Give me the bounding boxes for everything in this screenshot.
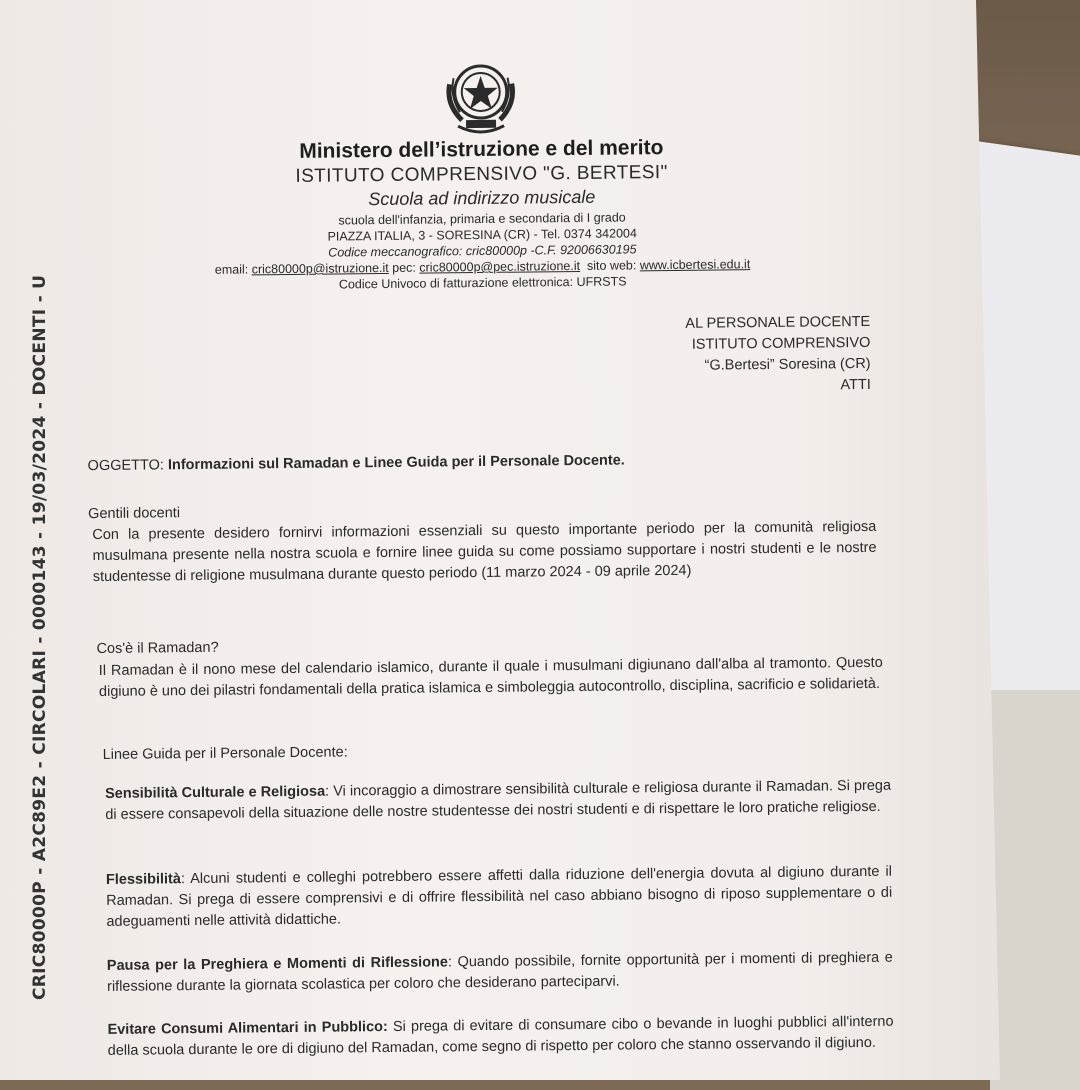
guideline-text: Alcuni studenti e colleghi potrebbero essere affetti dalla riduzione dell'energia dovuta al digiuno durante il Ramadan. Si prega di essere comprensivi e di offrire flessibilità nel caso abbiano bisogno di riposo supplementare o di adeguamenti nelle attività didattiche. bbox=[106, 863, 893, 930]
subject-line bbox=[88, 448, 888, 477]
recipient-line: ATTI bbox=[840, 376, 871, 394]
subject-label: OGGETTO: bbox=[87, 457, 164, 475]
section-title-guidelines: Linee Guida per il Personale Docente: bbox=[102, 744, 348, 763]
guideline-item: Pausa per la Preghiera e Momenti di Riflessione: Quando possibile, fornite opportunità per i momenti di preghiera e riflessione durante la giornata scolastica per coloro che desiderano parteciparvi. bbox=[106, 949, 893, 995]
guideline-text: Vi incoraggio a dimostrare sensibilità culturale e religiosa durante il Ramadan. Si prega di essere consapevoli della situazione delle nostre studentesse dei nostri studenti e di rispettare le loro pratiche religiose. bbox=[105, 777, 892, 823]
guideline-item: Flessibilità: Alcuni studenti e colleghi potrebbero essere affetti dalla riduzione dell'energia dovuta al digiuno durante il Ramadan. Si prega di essere comprensivi e di offrire flessibilità nel caso abbiano bisogno di riposo supplementare o di adeguamenti nelle attività didattiche. bbox=[105, 863, 893, 930]
website-link[interactable]: www.icbertesi.edu.it bbox=[639, 257, 751, 273]
guideline-title: Evitare Consumi Alimentari in Pubblico: bbox=[107, 1018, 388, 1038]
institute-name: ISTITUTO COMPRENSIVO "G. BERTESI" bbox=[295, 162, 668, 187]
school-subtitle: Scuola ad indirizzo musicale bbox=[368, 186, 596, 210]
greeting: Gentili docenti bbox=[88, 505, 181, 523]
email-link[interactable]: cric80000p@istruzione.it bbox=[251, 260, 389, 277]
pec-label: pec: bbox=[392, 260, 416, 275]
pec-link[interactable]: cric80000p@pec.istruzione.it bbox=[419, 258, 581, 275]
guideline-text: Si prega di evitare di consumare cibo o bevande in luoghi pubblici all'interno della scuola durante le ore di digiuno del Ramadan, come segno di rispetto per coloro che stanno osservando il digiuno. bbox=[107, 1013, 894, 1059]
subject-text: Informazioni sul Ramadan e Linee Guida per il Personale Docente. bbox=[167, 452, 625, 474]
ramadan-paragraph: Il Ramadan è il nono mese del calendario islamico, durante il quale i musulmani digiunano dall'alba al tramonto. Questo digiuno è uno dei pilastri fondamentali della pratica islamica e simboleggia autocontrollo, disciplina, sacrificio e solidarietà. bbox=[98, 654, 883, 700]
guideline-title: Pausa per la Preghiera e Momenti di Riflessione bbox=[106, 954, 449, 974]
website-label: sito web: bbox=[586, 258, 637, 273]
intro-paragraph: Con la presente desidero fornirvi informazioni essenziali su questo importante periodo per la comunità religiosa musulmana presente nella nostra scuola e fornire linee guida su come possiamo supportare i nostri studenti e le nostre studentesse di religione musulmana durante questo periodo (11 marzo 2024 - 09 aprile 2024) bbox=[92, 518, 877, 586]
italian-republic-emblem-icon bbox=[441, 54, 520, 135]
school-codes: Codice meccanografico: cric80000p -C.F. 92006630195 bbox=[328, 242, 637, 260]
ministry-name: Ministero dell’istruzione e del merito bbox=[299, 136, 664, 163]
recipients-block bbox=[638, 312, 871, 398]
email-label: email: bbox=[214, 262, 249, 277]
recipient-line: ISTITUTO COMPRENSIVO bbox=[691, 334, 871, 353]
section-title-ramadan: Cos'è il Ramadan? bbox=[96, 639, 219, 658]
einvoice-code: Codice Univoco di fatturazione elettronica: UFRSTS bbox=[338, 274, 627, 292]
school-address: PIAZZA ITALIA, 3 - SORESINA (CR) - Tel. 0374 342004 bbox=[327, 226, 637, 244]
guideline-title: Sensibilità Culturale e Religiosa bbox=[104, 783, 326, 802]
recipient-line: “G.Bertesi” Soresina (CR) bbox=[704, 355, 871, 374]
protocol-stamp: CRIC80000P - A2C89E2 - CIRCOLARI - 0000143 - 19/03/2024 - DOCENTI - U bbox=[30, 274, 50, 1000]
guideline-item: Sensibilità Culturale e Religiosa: Vi incoraggio a dimostrare sensibilità culturale e religiosa durante il Ramadan. Si prega di essere consapevoli della situazione delle nostre studentesse dei nostri studenti e di rispettare le loro pratiche religiose. bbox=[104, 777, 892, 823]
guideline-item bbox=[107, 1012, 893, 1062]
guideline-title: Flessibilità bbox=[105, 871, 181, 888]
recipient-line: AL PERSONALE DOCENTE bbox=[685, 313, 871, 332]
school-levels: scuola dell'infanzia, primaria e secondaria di I grado bbox=[338, 210, 626, 228]
guideline-text: Quando possibile, fornite opportunità per i momenti di preghiera e riflessione durante la giornata scolastica per coloro che desiderano parteciparvi. bbox=[106, 949, 893, 995]
